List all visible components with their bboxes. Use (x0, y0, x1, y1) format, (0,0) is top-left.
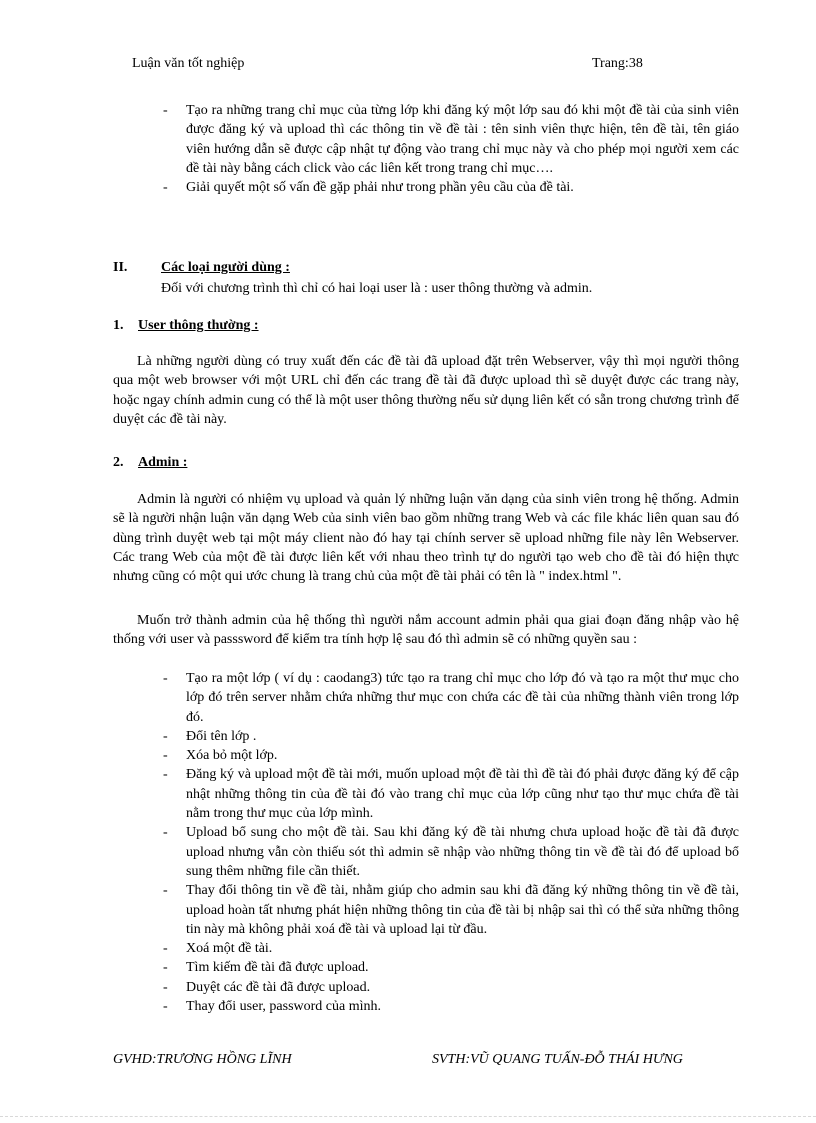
list-item: - Upload bổ sung cho một đề tài. Sau khi đăng ký đề tài nhưng chưa upload hoặc đề tài đã được upload nhưng vẫn còn thiếu sót thì admin sẽ nhập vào những thông tin về đề tài đó để upload bổ sung thêm những file cần thiết. (163, 823, 739, 881)
subsection-title: User thông thường : (138, 318, 259, 333)
list-item: - Xoá một đề tài. (163, 939, 739, 958)
list-item: - Giải quyết một số vấn đề gặp phải như trong phần yêu cầu của đề tài. (163, 178, 739, 197)
header-title: Luận văn tốt nghiệp (132, 56, 245, 71)
top-bullet-list (163, 101, 739, 197)
section-title: Các loại người dùng : (161, 260, 290, 275)
user-paragraph: Là những người dùng có truy xuất đến các đề tài đã upload đặt trên Webserver, vậy thì mọi người thông qua một web browser với một URL chỉ đến các trang đề tài đã được upload thì sẽ duyệt được các trang này, hoặc ngay chính admin cung có thể là một user thông thường nếu sử dụng liên kết có sẵn trong chương trình để duyệt các đề tài này. (113, 354, 739, 427)
header-page-number: Trang:38 (592, 56, 643, 71)
section-number: II. (113, 260, 128, 275)
list-item: - Đăng ký và upload một đề tài mới, muốn upload một đề tài thì đề tài đó phải được đăng ký để cập nhật những thông tin của đề tài đó vào trang chỉ mục của lớp cũng như tạo thư mục chứa đề tài nằm trong thư mục của lớp mình. (163, 765, 739, 823)
footer-students: SVTH:VŨ QUANG TUẤN-ĐỖ THÁI HƯNG (432, 1052, 683, 1067)
list-item: - Tạo ra những trang chỉ mục của từng lớp khi đăng ký một lớp sau đó khi một đề tài của sinh viên được đăng ký và upload thì các thông tin về đề tài : tên sinh viên thực hiện, tên đề tài, tên giáo viên hướng dẫn sẽ được cập nhật tự động vào trang chỉ mục này và cho phép mọi người xem các đề tài này bằng cách click vào các liên kết trong trang chỉ mục…. (163, 101, 739, 178)
subsection-title: Admin : (138, 455, 188, 470)
admin-rights-paragraph: Muốn trở thành admin của hệ thống thì người nắm account admin phải qua giai đoạn đăng nhập vào hệ thống với user và passsword để kiểm tra tính hợp lệ sau đó thì admin sẽ có những quyền sau : (113, 613, 739, 648)
admin-paragraph: Admin là người có nhiệm vụ upload và quản lý những luận văn dạng của sinh viên trong hệ thống. Admin sẽ là người nhận luận văn dạng Web của sinh viên bao gồm những trang Web và các file khác liên quan sau đó dùng trình duyệt web tại một máy client nào đó hay tại chính server sẽ upload những file này lên Webserver. Các trang Web của một đề tài được liên kết với nhau theo trình tự do người tạo web cho đề tài đó hiện thực nhưng cũng có một qui ước chung là trang chủ của một đề tài phải có tên là " index.html ". (113, 492, 739, 585)
footer-supervisor: GVHD:TRƯƠNG HỒNG LĨNH (113, 1052, 292, 1067)
list-item: - Xóa bỏ một lớp. (163, 746, 739, 765)
list-item: - Thay đổi thông tin về đề tài, nhằm giúp cho admin sau khi đã đăng ký những thông tin về đề tài, upload hoàn tất nhưng phát hiện những thông tin của đề tài bị nhập sai thì có thể sửa những thông tin này mà không phải xoá đề tài và upload lại từ đầu. (163, 881, 739, 939)
list-item: - Tạo ra một lớp ( ví dụ : caodang3) tức tạo ra trang chỉ mục cho lớp đó và tạo ra một thư mục cho lớp đó trên server nhằm chứa những thư mục con chứa các đề tài của những thành viên trong lớp đó. (163, 669, 739, 727)
list-item: - Thay đổi user, password của mình. (163, 997, 739, 1016)
page-divider (0, 1116, 816, 1117)
list-item: - Duyệt các đề tài đã được upload. (163, 978, 739, 997)
admin-rights-list (163, 669, 739, 1016)
list-item: - Tìm kiếm đề tài đã được upload. (163, 958, 739, 977)
subsection-number: 1. (113, 318, 124, 333)
subsection-number: 2. (113, 455, 124, 470)
list-item: - Đổi tên lớp . (163, 727, 739, 746)
section-intro: Đối với chương trình thì chỉ có hai loại user là : user thông thường và admin. (161, 281, 593, 296)
